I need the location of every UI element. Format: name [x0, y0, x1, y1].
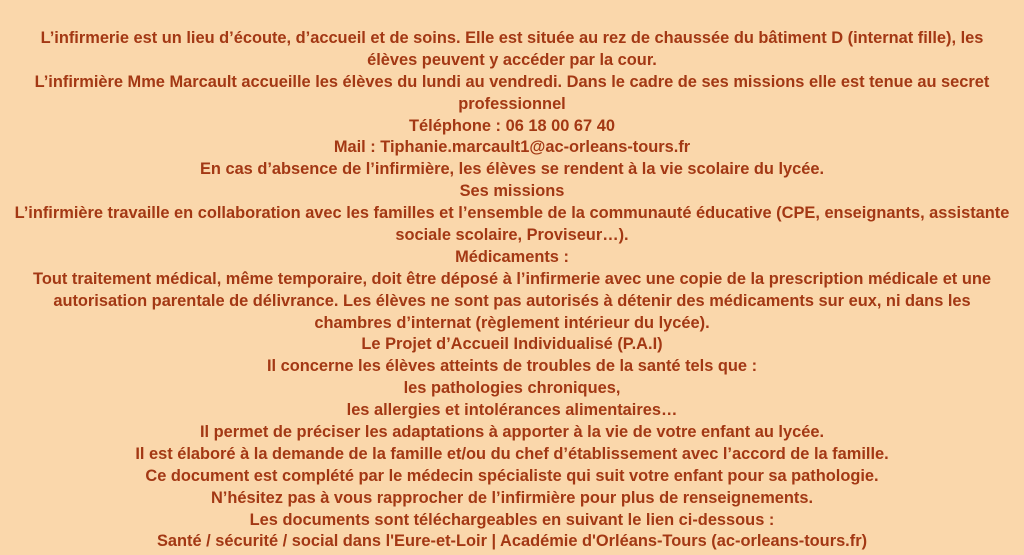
paragraph-pai-item-allergies: les allergies et intolérances alimentaires…	[346, 401, 678, 420]
paragraph-medicaments-rules: Tout traitement médical, même temporaire, doit être déposé à l’infirmerie avec une copie de la prescription médicale et une autorisation parentale de délivrance. Les élèves ne sont pas autorisés à détenir des médicaments sur eux, ni dans les chambres d’internat (règlement intérieur du lycée).	[33, 269, 991, 332]
paragraph-pai-adaptations: Il permet de préciser les adaptations à apporter à la vie de votre enfant au lycée.	[200, 423, 824, 442]
paragraph-mail: Mail : Tiphanie.marcault1@ac-orleans-tours.fr	[333, 138, 691, 157]
heading-missions: Ses missions	[459, 182, 565, 201]
document-link[interactable]: Santé / sécurité / social dans l'Eure-et-Loir | Académie d'Orléans-Tours (ac-orleans-tours.fr)	[156, 532, 868, 551]
paragraph-pai-specialist: Ce document est complété par le médecin spécialiste qui suit votre enfant pour sa pathologie.	[145, 466, 879, 485]
document-body	[14, 28, 1010, 553]
paragraph-download-intro: Les documents sont téléchargeables en suivant le lien ci-dessous :	[249, 510, 775, 529]
paragraph-pai-scope: Il concerne les élèves atteints de troubles de la santé tels que :	[266, 357, 758, 376]
paragraph-collaboration: L’infirmière travaille en collaboration avec les familles et l’ensemble de la communauté éducative (CPE, enseignants, assistante sociale scolaire, Proviseur…).	[14, 204, 1010, 245]
paragraph-phone: Téléphone : 06 18 00 67 40	[409, 116, 615, 135]
heading-pai: Le Projet d’Accueil Individualisé (P.A.I)	[361, 335, 663, 354]
heading-medicaments: Médicaments :	[455, 247, 569, 266]
paragraph-intro-location: L’infirmerie est un lieu d’écoute, d’accueil et de soins. Elle est située au rez de chaussée du bâtiment D (internat fille), les élèves peuvent y accéder par la cour.	[40, 29, 984, 69]
paragraph-contact-invitation: N’hésitez pas à vous rapprocher de l’infirmière pour plus de renseignements.	[210, 488, 814, 507]
paragraph-absence-procedure: En cas d’absence de l’infirmière, les élèves se rendent à la vie scolaire du lycée.	[199, 160, 825, 179]
paragraph-pai-item-chronic: les pathologies chroniques,	[403, 379, 621, 398]
paragraph-pai-initiation: Il est élaboré à la demande de la famille et/ou du chef d’établissement avec l’accord de la famille.	[135, 444, 889, 463]
paragraph-nurse-availability: L’infirmière Mme Marcault accueille les élèves du lundi au vendredi. Dans le cadre de ses missions elle est tenue au secret professionnel	[34, 72, 990, 113]
